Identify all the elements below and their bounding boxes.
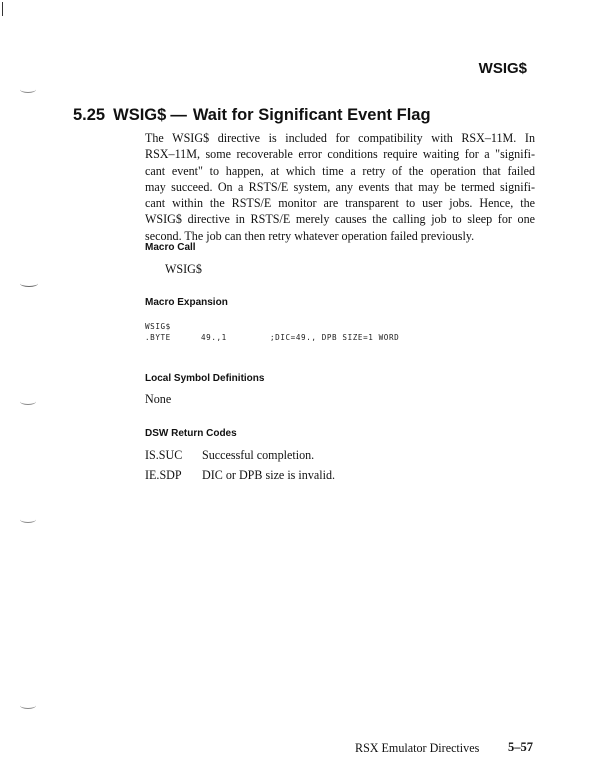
local-symbols-heading: Local Symbol Definitions [145,373,265,384]
section-dash: — [170,106,187,124]
paragraph-line: second. The job can then retry whatever operation failed previously. [145,228,475,243]
scan-margin-mark [20,280,38,287]
paragraph-line: The WSIG$ directive is included for compatibility with RSX–11M. In [145,131,535,145]
scan-margin-mark [20,398,36,405]
return-code: IE.SDP [145,468,182,482]
section-number: 5.25 [73,106,106,124]
paragraph-line: cant event" to happen, at which time a retry of the operation that failed [145,163,535,178]
footer-chapter-label: RSX Emulator Directives [355,741,480,755]
local-symbols-text: None [145,392,172,406]
macro-expansion-operands: 49.,1 [201,333,227,342]
macro-expansion-comment: ;DIC=49., DPB SIZE=1 WORD [270,333,400,342]
return-code-description: DIC or DPB size is invalid. [202,468,336,482]
footer-page-number: 5–57 [508,740,533,754]
binding-edge-mark [2,2,3,16]
paragraph-line: WSIG$ directive in RSTS/E merely causes the calling job to sleep for one [145,212,535,227]
paragraph-line: RSX–11M, some recoverable error conditions require waiting for a "signifi- [145,147,535,162]
section-name: WSIG$ [113,106,167,124]
section-title [73,106,431,125]
macro-call-heading: Macro Call [145,242,196,253]
return-code-description: Successful completion. [202,448,315,462]
running-head: WSIG$ [478,60,527,77]
scan-margin-mark [20,86,36,93]
macro-call-text: WSIG$ [165,262,202,276]
macro-expansion-line: WSIG$ [145,322,171,331]
return-code: IS.SUC [145,448,183,462]
paragraph-line: may succeed. On a RSTS/E system, any events that may be termed signifi- [145,179,535,194]
macro-expansion-heading: Macro Expansion [145,297,228,308]
scan-margin-mark [20,516,36,523]
macro-expansion-directive: .BYTE [145,333,171,342]
paragraph-line: cant within the RSTS/E monitor are transparent to user jobs. Hence, the [145,196,535,211]
section-subtitle: Wait for Significant Event Flag [192,106,431,124]
description-paragraph [145,130,535,244]
scan-margin-mark [20,702,36,709]
dsw-return-codes-heading: DSW Return Codes [145,428,237,439]
